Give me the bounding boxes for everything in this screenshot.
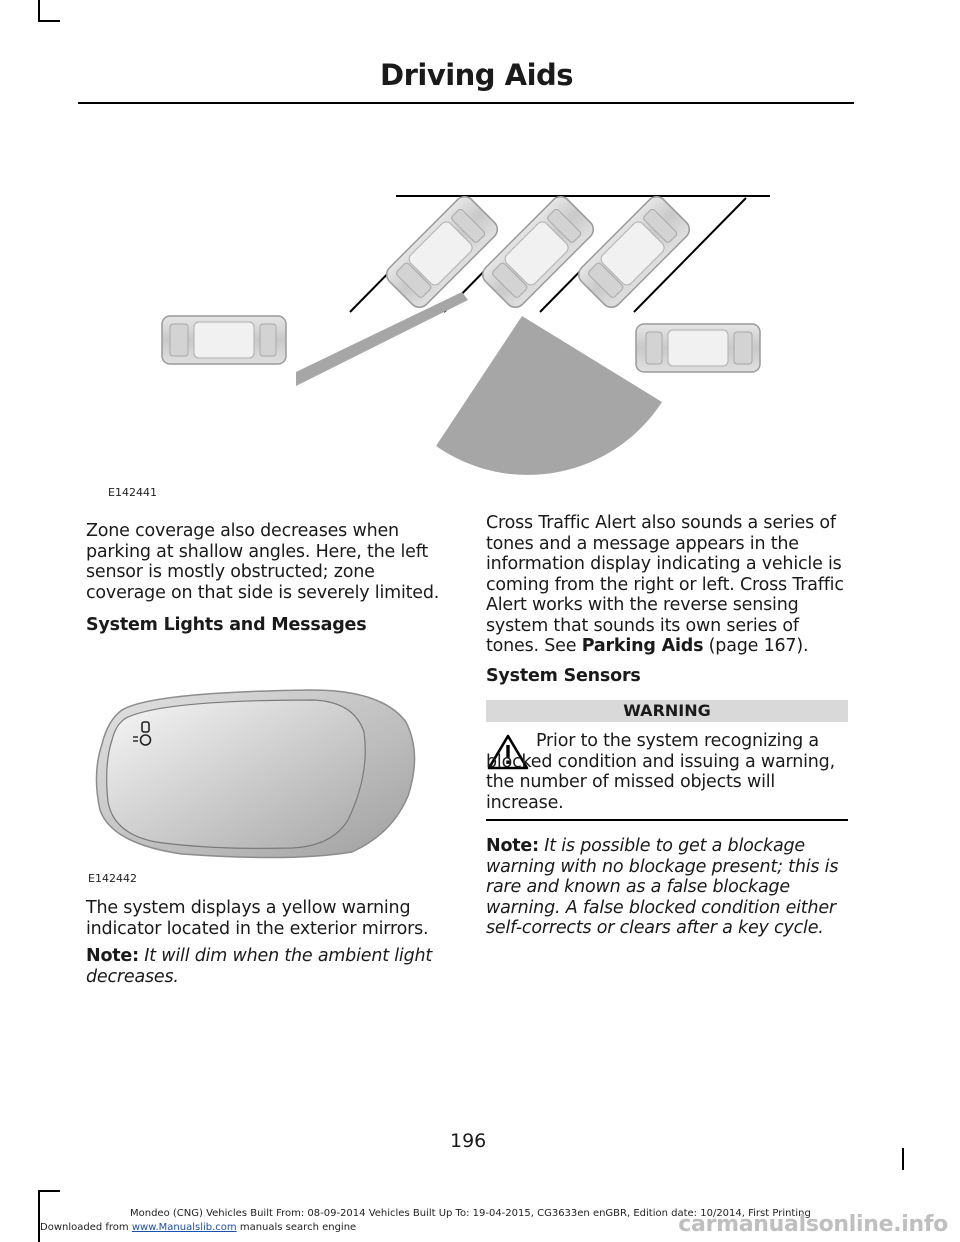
warning-banner: WARNING xyxy=(486,700,848,722)
footer xyxy=(40,1222,356,1233)
section-heading-sensors: System Sensors xyxy=(486,666,641,686)
warning-text xyxy=(486,731,848,813)
note-text: It is possible to get a blockage warning with no blockage present; this is rare and known as a false blockage warning. A false blocked condition either self-corrects or clears after a key cycle. xyxy=(486,836,839,938)
exterior-mirror-illustration xyxy=(92,684,422,864)
manualslib-link[interactable]: www.Manualslib.com xyxy=(131,1222,237,1233)
left-sensor-zone xyxy=(296,292,468,386)
page-title: Driving Aids xyxy=(380,58,574,92)
left-paragraph-1 xyxy=(86,521,452,603)
crop-mark-top-left-v xyxy=(38,0,40,22)
paragraph-text: Prior to the system recognizing a blocked condition and issuing a warning, the number of missed objects will increase. xyxy=(486,731,835,813)
crop-mark-top-left-h xyxy=(38,20,60,22)
paragraph-text: Cross Traffic Alert also sounds a series of tones and a message appears in the information display indicating a vehicle is coming from the right or left. Cross Traffic Alert works with the reverse sensing system that sounds its own series of tones. See xyxy=(486,513,844,656)
left-paragraph-2 xyxy=(86,898,452,939)
right-paragraph-1 xyxy=(486,513,852,657)
warning-divider xyxy=(486,819,848,821)
paragraph-text: The system displays a yellow warning indicator located in the exterior mirrors. xyxy=(86,898,429,939)
approaching-car-left xyxy=(162,316,286,364)
parking-aids-link[interactable]: Parking Aids xyxy=(581,636,704,656)
vehicle-info: Mondeo (CNG) Vehicles Built From: 08-09-2014 Vehicles Built Up To: 19-04-2015, CG3633en enGBR, Edition date: 10/2014, First Printing xyxy=(130,1208,811,1219)
left-note xyxy=(86,946,452,987)
parked-car xyxy=(575,193,694,312)
note-label: Note: xyxy=(86,946,139,966)
watermark: carmanualsonline.info xyxy=(678,1212,948,1237)
crop-mark-bottom-left-h xyxy=(38,1190,60,1192)
right-note xyxy=(486,836,854,939)
footer-suffix: manuals search engine xyxy=(239,1222,357,1233)
header-divider xyxy=(78,102,854,104)
note-text: It will dim when the ambient light decreases. xyxy=(86,946,433,987)
approaching-car-right xyxy=(636,324,760,372)
section-heading-lights: System Lights and Messages xyxy=(86,615,367,635)
crop-mark-bottom-right-v xyxy=(902,1148,904,1170)
parked-car xyxy=(383,193,502,312)
page-number: 196 xyxy=(450,1130,487,1152)
figure-code: E142441 xyxy=(108,486,157,499)
paragraph-text: Zone coverage also decreases when parking at shallow angles. Here, the left sensor is mostly obstructed; zone coverage on that side is severely limited. xyxy=(86,521,440,603)
parked-car xyxy=(479,193,598,312)
right-sensor-zone xyxy=(436,316,662,475)
footer-prefix: Downloaded from xyxy=(40,1222,129,1233)
figure-code: E142442 xyxy=(88,872,137,885)
page-reference: (page 167). xyxy=(708,636,809,656)
angled-parking-diagram xyxy=(150,180,790,480)
note-label: Note: xyxy=(486,836,539,856)
crop-mark-bottom-left-v xyxy=(38,1190,40,1242)
